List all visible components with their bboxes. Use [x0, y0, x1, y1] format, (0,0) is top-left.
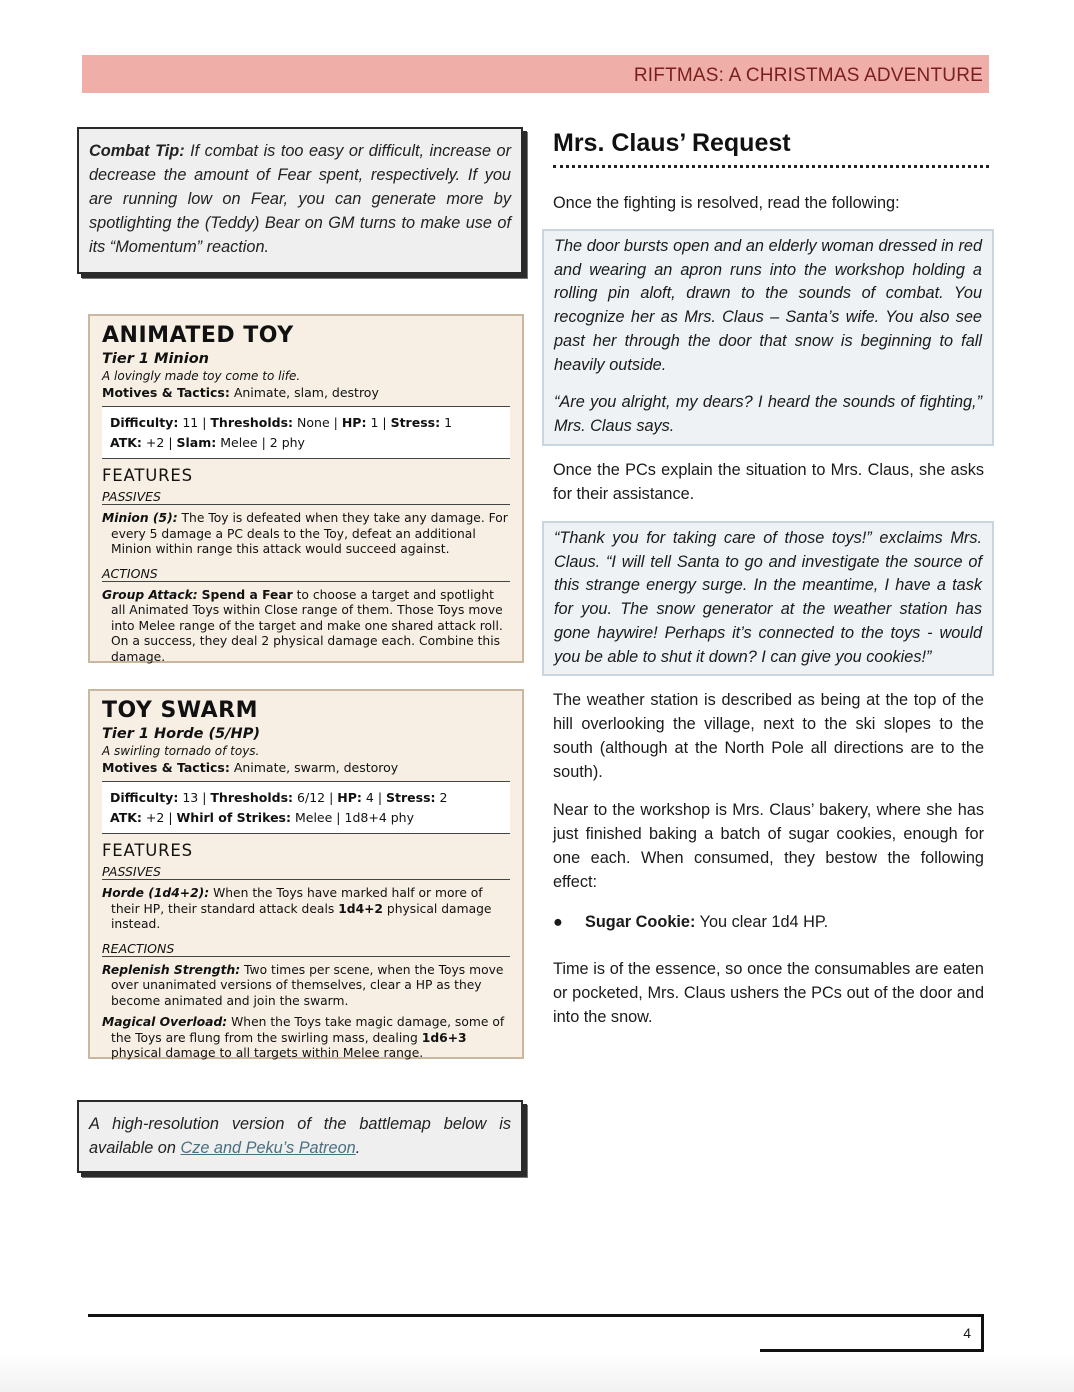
- actions-heading: ACTIONS: [102, 566, 510, 582]
- section-title: Mrs. Claus’ Request: [553, 127, 989, 168]
- paragraph: Once the PCs explain the situation to Mrs. Claus, she asks for their assistance.: [553, 461, 984, 503]
- passives-heading: PASSIVES: [102, 489, 510, 505]
- feature-horde: Horde (1d4+2): When the Toys have marked half or more of their HP, their standard attack deals 1d4+2 physical damage instead.: [102, 886, 492, 931]
- read-aloud-text: “Are you alright, my dears? I heard the sounds of fighting,” Mrs. Claus says.: [554, 393, 982, 435]
- battlemap-note-box: A high-resolution version of the battlemap below is available on Cze and Peku’s Patreon.: [77, 1100, 523, 1173]
- bullet-icon: ●: [553, 913, 563, 931]
- patreon-link[interactable]: Cze and Peku’s Patreon: [180, 1139, 356, 1157]
- stat-block-motives: Motives & Tactics: Animate, swarm, destoroy: [102, 759, 510, 782]
- read-aloud-text: “Thank you for taking care of those toys!” exclaims Mrs. Claus. “I will tell Santa to go and investigate the source of this strange energy surge. In the meantime, I have a task for you. The snow generator at the weather station has gone haywire! Perhaps it’s connected to the toys - would you be able to shut it down? I can give you cookies!”: [554, 529, 982, 666]
- feature-minion: Minion (5): The Toy is defeated when they take any damage. For every 5 damage a PC deals to the Toy, defeat an additional Minion within range this attack would succeed against.: [102, 511, 508, 556]
- stat-block-tier: Tier 1 Horde (5/HP): [102, 726, 260, 742]
- page-edge: [0, 1352, 1074, 1392]
- toy-swarm-stat-block: [88, 689, 524, 1059]
- intro-paragraph: Once the fighting is resolved, read the following:: [553, 194, 900, 212]
- battlemap-note-text: A high-resolution version of the battlemap below is available on: [89, 1115, 511, 1157]
- combat-tip-text: If combat is too easy or difficult, increase or decrease the amount of Fear spent, respectively. If you are running low on Fear, you can generate more by spotlighting the (Teddy) Bear on GM turns to make use of its “Momentum” reaction.: [89, 142, 511, 256]
- animated-toy-stat-block: [88, 314, 524, 663]
- feature-magical-overload: Magical Overload: When the Toys take magic damage, some of the Toys are flung from the swirling mass, dealing 1d6+3 physical damage to all targets within Melee range.: [102, 1015, 505, 1060]
- paragraph: Time is of the essence, so once the consumables are eaten or pocketed, Mrs. Claus ushers the PCs out of the door and into the snow.: [553, 960, 984, 1026]
- features-heading: FEATURES: [102, 466, 193, 485]
- feature-group-attack: Group Attack: Spend a Fear to choose a target and spotlight all Animated Toys within Close range of them. Those Toys move into Melee range of the target and make one shared attack roll. On a success, they deal 2 physical damage each. Combine this damage.: [102, 587, 503, 664]
- page-number: 4: [963, 1325, 971, 1341]
- stat-block-motives: Motives & Tactics: Animate, slam, destroy: [102, 384, 510, 407]
- combat-tip-box: [77, 127, 523, 274]
- stat-block-tier: Tier 1 Minion: [102, 351, 210, 367]
- header-title: RIFTMAS: A CHRISTMAS ADVENTURE: [633, 65, 983, 86]
- footer-page-box: [760, 1314, 984, 1352]
- header-banner: [82, 55, 989, 93]
- read-aloud-box-2: [542, 521, 994, 676]
- features-heading: FEATURES: [102, 841, 193, 860]
- read-aloud-box-1: [542, 229, 994, 446]
- stat-block-name: TOY SWARM: [102, 698, 258, 723]
- stat-block-name: ANIMATED TOY: [102, 323, 294, 348]
- stat-block-description: A lovingly made toy come to life.: [102, 369, 301, 383]
- reactions-heading: REACTIONS: [102, 941, 510, 957]
- passives-heading: PASSIVES: [102, 864, 510, 880]
- paragraph: The weather station is described as being at the top of the hill overlooking the village, next to the ski slopes to the south (although at the North Pole all directions are to the south).: [553, 691, 984, 781]
- paragraph: Near to the workshop is Mrs. Claus’ bakery, where she has just finished baking a batch of sugar cookies, enough for one each. When consumed, they bestow the following effect:: [553, 801, 984, 891]
- read-aloud-text: The door bursts open and an elderly woman dressed in red and wearing an apron runs into the workshop holding a rolling pin aloft, drawn to the sounds of combat. You recognize her as Mrs. Claus – Santa’s wife. You also see past her through the door that snow is beginning to fall heavily outside.: [554, 237, 982, 374]
- stat-block-stats: Difficulty: 13 | Thresholds: 6/12 | HP: 4 | Stress: 2 ATK: +2 | Whirl of Strikes: Melee | 1d8+4 phy: [102, 782, 510, 834]
- feature-replenish-strength: Replenish Strength: Two times per scene, when the Toys move over unanimated versions of themselves, clear a HP as they become animated and join the swarm.: [102, 962, 504, 1008]
- combat-tip-label: Combat Tip:: [89, 142, 185, 160]
- stat-block-stats: Difficulty: 11 | Thresholds: None | HP: 1 | Stress: 1 ATK: +2 | Slam: Melee | 2 phy: [102, 407, 510, 459]
- stat-block-description: A swirling tornado of toys.: [102, 744, 260, 758]
